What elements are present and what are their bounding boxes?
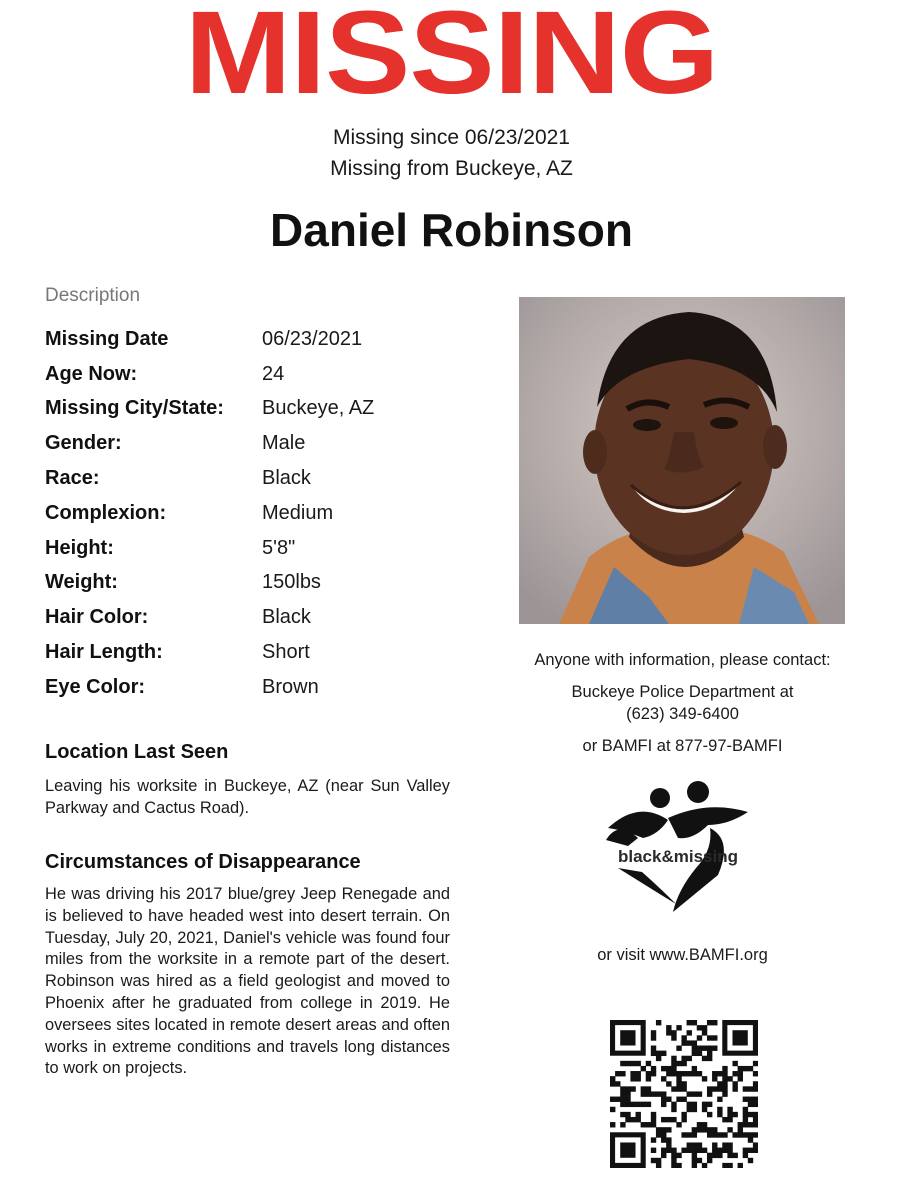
details-list xyxy=(45,322,465,705)
detail-row xyxy=(45,357,465,392)
location-title: Location Last Seen xyxy=(45,741,229,763)
detail-row xyxy=(45,461,465,496)
detail-value: 5'8" xyxy=(262,536,296,559)
detail-row xyxy=(45,496,465,531)
detail-value: Brown xyxy=(262,675,319,698)
detail-label: Complexion: xyxy=(45,501,167,524)
missing-info xyxy=(0,122,903,184)
detail-row xyxy=(45,531,465,566)
qr-code[interactable] xyxy=(610,1020,758,1168)
location-text: Leaving his worksite in Buckeye, AZ (near Sun Valley Parkway and Cactus Road). xyxy=(45,777,450,817)
detail-value: 24 xyxy=(262,362,285,385)
detail-row xyxy=(45,566,465,601)
logo-graphic xyxy=(598,780,758,920)
portrait-illustration xyxy=(519,297,845,624)
detail-label: Age Now: xyxy=(45,362,138,385)
detail-value: Black xyxy=(262,606,311,629)
detail-value: 150lbs xyxy=(262,571,321,594)
contact-intro: Anyone with information, please contact: xyxy=(534,651,831,669)
missing-from-text: Missing from Buckeye, AZ xyxy=(330,157,573,180)
detail-row xyxy=(45,635,465,670)
detail-label: Gender: xyxy=(45,432,122,455)
person-name: Daniel Robinson xyxy=(270,204,633,256)
detail-label: Height: xyxy=(45,536,114,559)
detail-value: Black xyxy=(262,467,311,490)
police-phone: (623) 349-6400 xyxy=(626,705,739,723)
detail-value: Buckeye, AZ xyxy=(262,397,375,420)
circumstances-title: Circumstances of Disappearance xyxy=(45,851,361,873)
detail-label: Weight: xyxy=(45,571,118,594)
detail-label: Missing City/State: xyxy=(45,397,224,420)
detail-label: Hair Color: xyxy=(45,606,149,629)
police-name: Buckeye Police Department at xyxy=(571,683,794,701)
detail-value: Male xyxy=(262,432,306,455)
detail-value: Short xyxy=(262,641,310,664)
detail-label: Missing Date xyxy=(45,327,169,350)
detail-label: Hair Length: xyxy=(45,641,163,664)
detail-label: Race: xyxy=(45,467,100,490)
missing-headline: MISSING xyxy=(184,0,719,119)
logo-text: black&missing xyxy=(618,847,738,866)
detail-value: Medium xyxy=(262,501,334,524)
detail-row xyxy=(45,600,465,635)
website-contact: or visit www.BAMFI.org xyxy=(597,946,768,964)
bamfi-contact: or BAMFI at 877-97-BAMFI xyxy=(582,737,783,755)
person-photo xyxy=(519,297,845,624)
detail-label: Eye Color: xyxy=(45,675,146,698)
detail-row xyxy=(45,426,465,461)
detail-row xyxy=(45,322,465,357)
circumstances-text: He was driving his 2017 blue/grey Jeep Renegade and is believed to have headed west into desert terrain. On Tuesday, July 20, 2021, Daniel's vehicle was found four miles from the worksite in a remote part of the desert. Robinson was hired as a field geologist and moved to Phoenix after he graduated from college in 2019. He oversees sites located in remote desert areas and often works in extreme conditions and travels long distances to work on projects. xyxy=(45,885,450,1078)
detail-value: 06/23/2021 xyxy=(262,327,363,350)
detail-row xyxy=(45,392,465,427)
missing-since-text: Missing since 06/23/2021 xyxy=(333,126,570,149)
qr-code-graphic xyxy=(610,1020,758,1168)
black-and-missing-logo xyxy=(598,780,758,920)
detail-row xyxy=(45,670,465,705)
police-contact xyxy=(475,681,890,725)
description-label: Description xyxy=(45,285,141,306)
